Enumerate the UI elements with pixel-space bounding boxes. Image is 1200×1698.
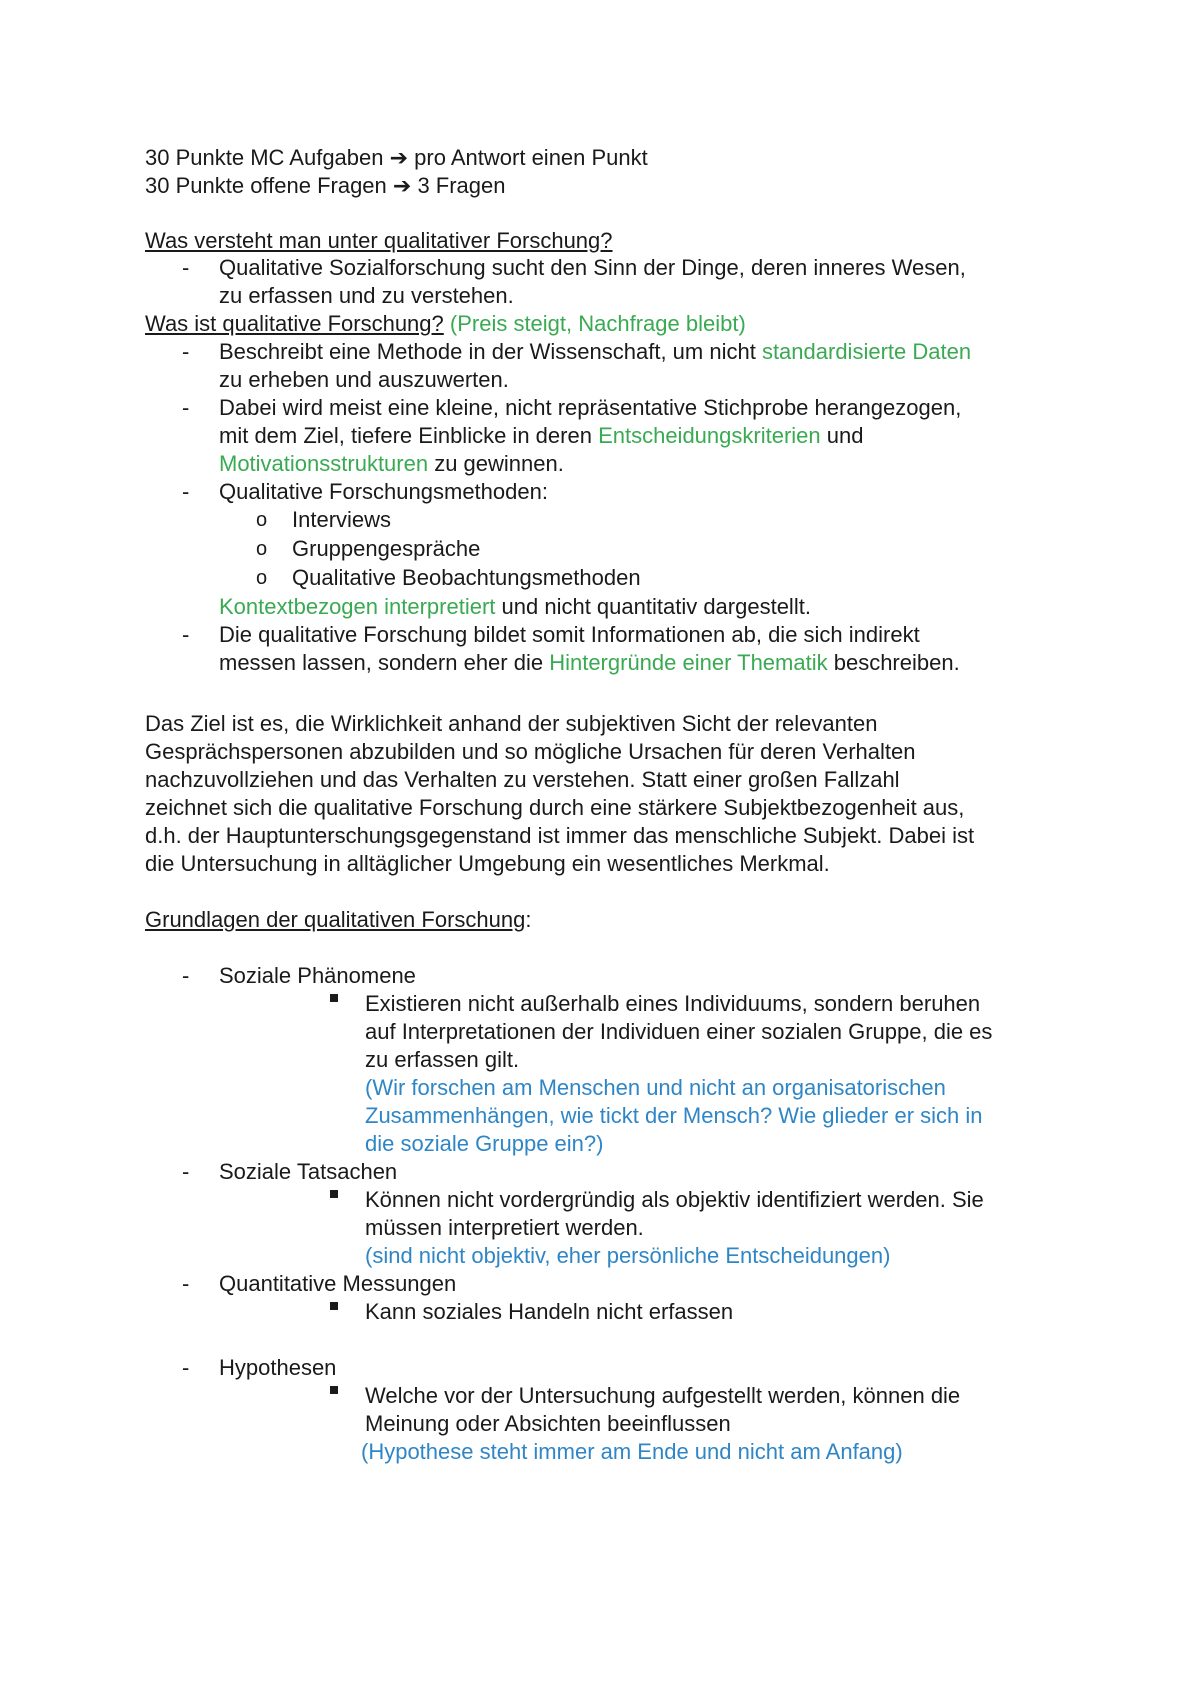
note-text: (sind nicht objektiv, eher persönliche Entscheidungen) bbox=[365, 1243, 891, 1268]
list-item-text bbox=[219, 338, 971, 366]
list-item-text: zu erfassen und zu verstehen. bbox=[219, 283, 514, 308]
text-span: : bbox=[525, 907, 532, 932]
sub-list-item: Interviews bbox=[292, 507, 392, 532]
paragraph-line: Gesprächspersonen abzubilden und so mögliche Ursachen für deren Verhalten bbox=[145, 739, 916, 764]
square-bullet-icon bbox=[330, 994, 338, 1002]
dash-bullet: - bbox=[182, 1355, 190, 1380]
header-line-2 bbox=[145, 172, 506, 200]
highlight-text: standardisierte Daten bbox=[761, 339, 972, 364]
highlight-text: Hintergründe einer Thematik bbox=[549, 650, 828, 675]
circle-bullet: o bbox=[256, 567, 268, 589]
highlight-text: Entscheidungskriterien bbox=[598, 423, 821, 448]
dash-bullet: - bbox=[182, 1159, 190, 1184]
text-span: zu gewinnen. bbox=[428, 451, 564, 476]
circle-bullet: o bbox=[256, 509, 268, 531]
list-item-label: Soziale Tatsachen bbox=[219, 1159, 398, 1184]
section-heading-row bbox=[145, 310, 746, 338]
paragraph-line: Das Ziel ist es, die Wirklichkeit anhand der subjektiven Sicht der relevanten bbox=[145, 711, 878, 736]
sub-item-text: zu erfassen gilt. bbox=[365, 1047, 520, 1072]
square-bullet-icon bbox=[330, 1190, 338, 1198]
dash-bullet: - bbox=[182, 255, 190, 280]
text-span: Beschreibt eine Methode in der Wissenschaft, um nicht bbox=[219, 339, 762, 364]
text-span: beschreiben. bbox=[827, 650, 960, 675]
sub-list-item: Qualitative Beobachtungsmethoden bbox=[292, 565, 641, 590]
sub-item-text: Welche vor der Untersuchung aufgestellt werden, können die bbox=[365, 1383, 961, 1408]
dash-bullet: - bbox=[182, 479, 190, 504]
paragraph-line: nachzuvollziehen und das Verhalten zu verstehen. Statt einer großen Fallzahl bbox=[145, 767, 900, 792]
text-span: und bbox=[820, 423, 864, 448]
dash-bullet: - bbox=[182, 395, 190, 420]
paragraph-line: zeichnet sich die qualitative Forschung durch eine stärkere Subjektbezogenheit aus, bbox=[145, 795, 965, 820]
highlight-text: Kontextbezogen interpretiert bbox=[219, 594, 496, 619]
dash-bullet: - bbox=[182, 963, 190, 988]
note-text: die soziale Gruppe ein?) bbox=[365, 1131, 604, 1156]
paragraph-line: d.h. der Hauptunterschungsgegenstand ist immer das menschliche Subjekt. Dabei ist bbox=[145, 823, 975, 848]
list-item-label: Soziale Phänomene bbox=[219, 963, 416, 988]
note-text: Zusammenhängen, wie tickt der Mensch? Wie glieder er sich in bbox=[365, 1103, 983, 1128]
section-heading: Grundlagen der qualitativen Forschung bbox=[145, 907, 526, 932]
list-item-text bbox=[219, 593, 811, 621]
sub-list-item: Gruppengespräche bbox=[292, 536, 481, 561]
paragraph-line: die Untersuchung in alltäglicher Umgebung ein wesentliches Merkmal. bbox=[145, 851, 830, 876]
highlight-text: Motivationsstrukturen bbox=[219, 451, 429, 476]
sub-item-text: Meinung oder Absichten beeinflussen bbox=[365, 1411, 731, 1436]
header-text: pro Antwort einen Punkt bbox=[408, 145, 648, 170]
sub-item-text: müssen interpretiert werden. bbox=[365, 1215, 644, 1240]
arrow-icon: ➔ bbox=[392, 173, 412, 198]
list-item-label: Quantitative Messungen bbox=[219, 1271, 457, 1296]
dash-bullet: - bbox=[182, 339, 190, 364]
heading-note: (Preis steigt, Nachfrage bleibt) bbox=[443, 311, 746, 336]
list-item-label: Hypothesen bbox=[219, 1355, 337, 1380]
header-text: 30 Punkte offene Fragen bbox=[145, 173, 393, 198]
note-text: (Hypothese steht immer am Ende und nicht am Anfang) bbox=[361, 1439, 903, 1464]
section-heading: Was ist qualitative Forschung? bbox=[145, 311, 444, 336]
circle-bullet: o bbox=[256, 538, 268, 560]
note-text: (Wir forschen am Menschen und nicht an organisatorischen bbox=[365, 1075, 946, 1100]
text-span: messen lassen, sondern eher die bbox=[219, 650, 550, 675]
sub-item-text: Können nicht vordergründig als objektiv identifiziert werden. Sie bbox=[365, 1187, 984, 1212]
list-item-text: zu erheben und auszuwerten. bbox=[219, 367, 509, 392]
list-item-text bbox=[219, 649, 960, 677]
header-text: 30 Punkte MC Aufgaben bbox=[145, 145, 390, 170]
sub-item-text: auf Interpretationen der Individuen einer sozialen Gruppe, die es bbox=[365, 1019, 993, 1044]
text-span: mit dem Ziel, tiefere Einblicke in deren bbox=[219, 423, 599, 448]
square-bullet-icon bbox=[330, 1386, 338, 1394]
dash-bullet: - bbox=[182, 622, 190, 647]
list-item-text: Qualitative Forschungsmethoden: bbox=[219, 479, 548, 504]
list-item-text bbox=[219, 422, 863, 450]
header-line-1 bbox=[145, 144, 648, 172]
list-item-text: Qualitative Sozialforschung sucht den Sinn der Dinge, deren inneres Wesen, bbox=[219, 255, 966, 280]
text-span: und nicht quantitativ dargestellt. bbox=[495, 594, 811, 619]
section-heading-row bbox=[145, 906, 531, 934]
section-heading: Was versteht man unter qualitativer Forschung? bbox=[145, 228, 613, 253]
square-bullet-icon bbox=[330, 1302, 338, 1310]
list-item-text bbox=[219, 450, 564, 478]
list-item-text: Dabei wird meist eine kleine, nicht repräsentative Stichprobe herangezogen, bbox=[219, 395, 962, 420]
list-item-text: Die qualitative Forschung bildet somit Informationen ab, die sich indirekt bbox=[219, 622, 920, 647]
sub-item-text: Existieren nicht außerhalb eines Individuums, sondern beruhen bbox=[365, 991, 981, 1016]
arrow-icon: ➔ bbox=[389, 145, 409, 170]
sub-item-text: Kann soziales Handeln nicht erfassen bbox=[365, 1299, 734, 1324]
header-text: 3 Fragen bbox=[411, 173, 506, 198]
dash-bullet: - bbox=[182, 1271, 190, 1296]
